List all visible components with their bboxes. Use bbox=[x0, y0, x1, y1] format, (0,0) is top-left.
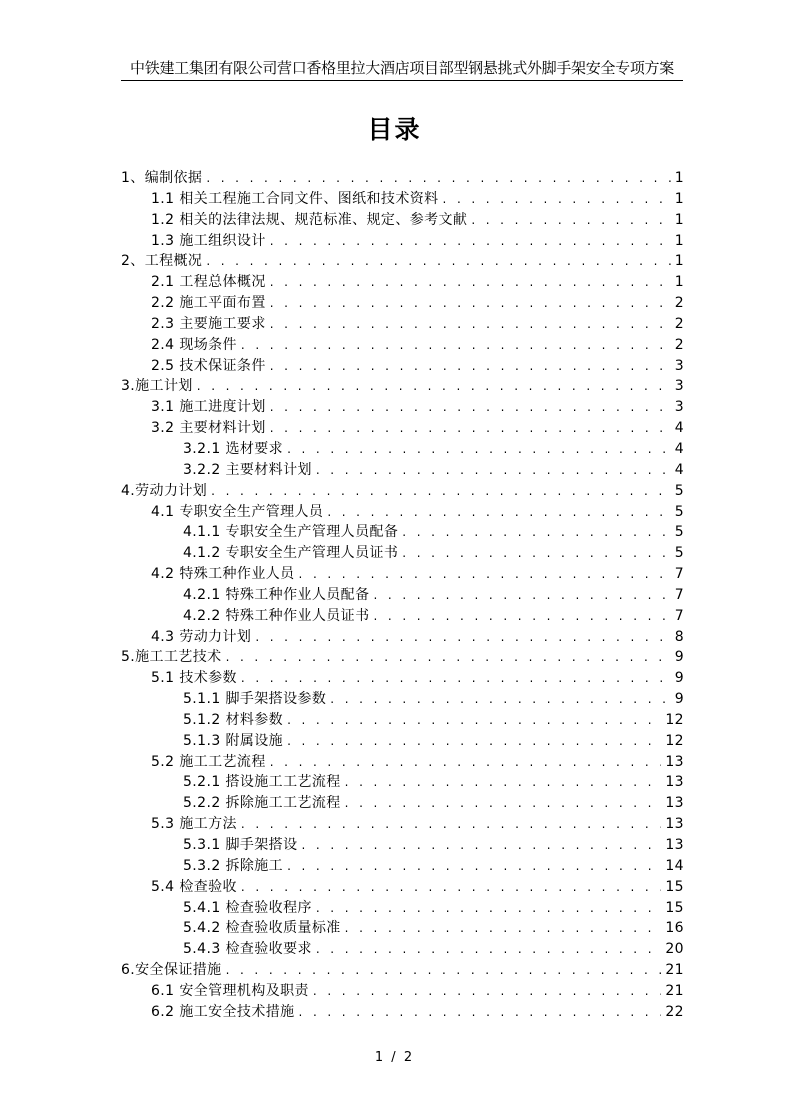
toc-entry[interactable] bbox=[121, 376, 684, 397]
toc-entry-page-number: 7 bbox=[674, 586, 684, 603]
toc-dot-leader bbox=[270, 418, 671, 439]
toc-entry[interactable] bbox=[121, 627, 684, 648]
toc-dot-leader bbox=[206, 251, 670, 272]
toc-entry-page-number: 22 bbox=[665, 1003, 684, 1020]
toc-entry[interactable] bbox=[121, 898, 684, 919]
toc-entry-page-number: 15 bbox=[665, 899, 684, 916]
toc-dot-leader bbox=[373, 585, 670, 606]
toc-dot-leader bbox=[270, 397, 671, 418]
toc-dot-leader bbox=[345, 793, 662, 814]
toc-dot-leader bbox=[373, 606, 670, 627]
toc-dot-leader bbox=[287, 439, 671, 460]
toc-entry-page-number: 13 bbox=[665, 816, 684, 833]
toc-entry[interactable] bbox=[121, 710, 684, 731]
toc-entry[interactable] bbox=[121, 689, 684, 710]
toc-entry-page-number: 9 bbox=[674, 649, 684, 666]
toc-dot-leader bbox=[443, 189, 671, 210]
toc-dot-leader bbox=[241, 814, 661, 835]
toc-entry-page-number: 13 bbox=[665, 774, 684, 791]
toc-dot-leader bbox=[345, 918, 662, 939]
toc-entry[interactable] bbox=[121, 877, 684, 898]
toc-entry[interactable] bbox=[121, 272, 684, 293]
toc-entry[interactable] bbox=[121, 731, 684, 752]
toc-entry-label: 2.1 工程总体概况 bbox=[151, 274, 266, 291]
toc-entry-label: 4.2.2 特殊工种作业人员证书 bbox=[183, 607, 370, 624]
toc-entry[interactable] bbox=[121, 772, 684, 793]
toc-dot-leader bbox=[255, 627, 670, 648]
toc-entry-page-number: 7 bbox=[674, 607, 684, 624]
toc-dot-leader bbox=[330, 689, 670, 710]
toc-entry-page-number: 1 bbox=[674, 190, 684, 207]
toc-entry-page-number: 14 bbox=[665, 857, 684, 874]
toc-entry-page-number: 1 bbox=[674, 211, 684, 228]
toc-entry-page-number: 4 bbox=[674, 420, 684, 437]
toc-dot-leader bbox=[226, 960, 662, 981]
toc-entry-label: 4.1.1 专职安全生产管理人员配备 bbox=[183, 524, 399, 541]
toc-entry-label: 5.3 施工方法 bbox=[151, 816, 237, 833]
toc-entry-label: 1.3 施工组织设计 bbox=[151, 232, 266, 249]
toc-entry[interactable] bbox=[121, 543, 684, 564]
toc-entry-label: 5.3.1 脚手架搭设 bbox=[183, 837, 298, 853]
toc-dot-leader bbox=[471, 210, 670, 231]
toc-entry[interactable] bbox=[121, 231, 684, 252]
toc-entry-page-number: 15 bbox=[665, 878, 684, 895]
toc-dot-leader bbox=[299, 1002, 662, 1023]
toc-entry-page-number: 2 bbox=[674, 336, 684, 353]
toc-dot-leader bbox=[241, 877, 661, 898]
toc-entry-label: 5.4 检查验收 bbox=[151, 878, 237, 895]
toc-entry[interactable] bbox=[121, 210, 684, 231]
toc-dot-leader bbox=[316, 939, 662, 960]
toc-entry-page-number: 4 bbox=[674, 461, 684, 478]
toc-entry-page-number: 2 bbox=[674, 295, 684, 312]
toc-entry[interactable] bbox=[121, 314, 684, 335]
toc-entry-label: 6.1 安全管理机构及职责 bbox=[151, 982, 309, 999]
toc-entry[interactable] bbox=[121, 356, 684, 377]
toc-entry-page-number: 13 bbox=[665, 753, 684, 770]
toc-dot-leader bbox=[270, 356, 671, 377]
toc-entry[interactable] bbox=[121, 189, 684, 210]
toc-entry-label: 5.1.2 材料参数 bbox=[183, 711, 284, 728]
toc-entry-page-number: 21 bbox=[665, 982, 684, 999]
toc-dot-leader bbox=[270, 272, 671, 293]
toc-entry-page-number: 7 bbox=[674, 566, 684, 583]
toc-entry-page-number: 2 bbox=[674, 315, 684, 332]
toc-entry-label: 5.2.1 搭设施工工艺流程 bbox=[183, 774, 341, 791]
toc-entry-label: 3.2.1 选材要求 bbox=[183, 440, 284, 457]
toc-entry[interactable] bbox=[121, 251, 684, 272]
toc-dot-leader bbox=[270, 314, 671, 335]
toc-entry-label: 2.4 现场条件 bbox=[151, 336, 237, 353]
toc-dot-leader bbox=[270, 293, 671, 314]
toc-entry-page-number: 5 bbox=[674, 524, 684, 541]
toc-entry-page-number: 5 bbox=[674, 482, 684, 499]
toc-entry[interactable] bbox=[121, 522, 684, 543]
toc-dot-leader bbox=[270, 231, 671, 252]
page-indicator: 1 / 2 bbox=[374, 1050, 415, 1065]
toc-entry-label: 5.4.3 检查验收要求 bbox=[183, 941, 312, 958]
toc-entry[interactable] bbox=[121, 752, 684, 773]
toc-entry-page-number: 3 bbox=[674, 399, 684, 416]
toc-entry-label: 5.2 施工工艺流程 bbox=[151, 753, 266, 770]
page-title: 目录 bbox=[367, 115, 422, 144]
toc-dot-leader bbox=[313, 981, 661, 1002]
toc-entry-label: 6.安全保证措施 bbox=[121, 962, 222, 979]
toc-entry-page-number: 3 bbox=[674, 357, 684, 374]
toc-entry[interactable] bbox=[121, 814, 684, 835]
toc-entry-page-number: 5 bbox=[674, 545, 684, 562]
toc-entry-label: 5.2.2 拆除施工工艺流程 bbox=[183, 795, 341, 812]
toc-entry-label: 4.2 特殊工种作业人员 bbox=[151, 566, 295, 583]
toc-entry[interactable] bbox=[121, 293, 684, 314]
toc-entry-label: 5.4.2 检查验收质量标准 bbox=[183, 920, 341, 937]
toc-entry[interactable] bbox=[121, 418, 684, 439]
toc-dot-leader bbox=[270, 752, 662, 773]
toc-entry-label: 3.2.2 主要材料计划 bbox=[183, 461, 312, 478]
toc-entry[interactable] bbox=[121, 835, 684, 856]
toc-entry[interactable] bbox=[121, 585, 684, 606]
toc-entry-label: 5.1.3 附属设施 bbox=[183, 732, 284, 749]
toc-entry[interactable] bbox=[121, 168, 684, 189]
toc-entry-label: 2.2 施工平面布置 bbox=[151, 295, 266, 312]
toc-entry-page-number: 12 bbox=[665, 732, 684, 749]
toc-entry-page-number: 1 bbox=[674, 170, 684, 186]
toc-entry[interactable] bbox=[121, 397, 684, 418]
table-of-contents bbox=[121, 168, 684, 1023]
toc-entry-label: 3.1 施工进度计划 bbox=[151, 399, 266, 416]
toc-entry-label: 6.2 施工安全技术措施 bbox=[151, 1003, 295, 1020]
toc-entry[interactable] bbox=[121, 960, 684, 981]
toc-entry-label: 4.1 专职安全生产管理人员 bbox=[151, 503, 324, 520]
toc-entry-page-number: 13 bbox=[665, 837, 684, 853]
toc-entry[interactable] bbox=[121, 460, 684, 481]
toc-entry-label: 4.3 劳动力计划 bbox=[151, 628, 252, 645]
toc-entry-label: 4.劳动力计划 bbox=[121, 482, 208, 499]
toc-dot-leader bbox=[327, 502, 670, 523]
toc-entry[interactable] bbox=[121, 981, 684, 1002]
toc-dot-leader bbox=[287, 731, 661, 752]
toc-entry-page-number: 12 bbox=[665, 711, 684, 728]
toc-entry-page-number: 3 bbox=[674, 378, 684, 395]
toc-dot-leader bbox=[316, 460, 671, 481]
toc-entry-page-number: 21 bbox=[665, 962, 684, 979]
toc-dot-leader bbox=[241, 335, 671, 356]
toc-entry-label: 1.2 相关的法律法规、规范标准、规定、参考文献 bbox=[151, 211, 468, 228]
toc-entry-label: 1.1 相关工程施工合同文件、图纸和技术资料 bbox=[151, 190, 439, 207]
toc-entry-page-number: 9 bbox=[674, 691, 684, 708]
toc-entry-label: 3.2 主要材料计划 bbox=[151, 420, 266, 437]
toc-dot-leader bbox=[241, 668, 671, 689]
toc-entry-page-number: 8 bbox=[674, 628, 684, 645]
toc-dot-leader bbox=[287, 856, 661, 877]
toc-dot-leader bbox=[211, 481, 671, 502]
toc-dot-leader bbox=[197, 376, 671, 397]
toc-entry-page-number: 9 bbox=[674, 670, 684, 687]
toc-entry-label: 2.3 主要施工要求 bbox=[151, 315, 266, 332]
toc-entry-label: 2.5 技术保证条件 bbox=[151, 357, 266, 374]
toc-entry-label: 4.1.2 专职安全生产管理人员证书 bbox=[183, 545, 399, 562]
toc-entry[interactable] bbox=[121, 793, 684, 814]
toc-dot-leader bbox=[402, 543, 670, 564]
page-header: 中铁建工集团有限公司营口香格里拉大酒店项目部型钢悬挑式外脚手架安全专项方案 bbox=[121, 58, 683, 81]
toc-entry-page-number: 1 bbox=[674, 232, 684, 249]
toc-dot-leader bbox=[345, 772, 662, 793]
toc-entry[interactable] bbox=[121, 918, 684, 939]
toc-entry[interactable] bbox=[121, 502, 684, 523]
toc-entry-label: 3.施工计划 bbox=[121, 378, 193, 395]
toc-entry-label: 5.1 技术参数 bbox=[151, 670, 237, 687]
toc-entry-label: 5.1.1 脚手架搭设参数 bbox=[183, 691, 327, 708]
toc-entry-page-number: 1 bbox=[674, 274, 684, 291]
toc-entry-label: 5.3.2 拆除施工 bbox=[183, 857, 284, 874]
toc-entry-label: 4.2.1 特殊工种作业人员配备 bbox=[183, 586, 370, 603]
toc-dot-leader bbox=[287, 710, 661, 731]
toc-entry-page-number: 4 bbox=[674, 440, 684, 457]
toc-entry[interactable] bbox=[121, 668, 684, 689]
toc-entry[interactable] bbox=[121, 647, 684, 668]
toc-entry[interactable] bbox=[121, 564, 684, 585]
toc-entry[interactable] bbox=[121, 481, 684, 502]
toc-entry-label: 1、编制依据 bbox=[121, 170, 203, 186]
toc-entry-page-number: 1 bbox=[674, 253, 684, 270]
toc-entry-page-number: 5 bbox=[674, 503, 684, 520]
toc-entry[interactable] bbox=[121, 439, 684, 460]
toc-dot-leader bbox=[299, 564, 671, 585]
toc-dot-leader bbox=[206, 168, 670, 189]
toc-entry[interactable] bbox=[121, 1002, 684, 1023]
toc-entry[interactable] bbox=[121, 939, 684, 960]
toc-dot-leader bbox=[316, 898, 662, 919]
toc-entry[interactable] bbox=[121, 606, 684, 627]
toc-dot-leader bbox=[226, 647, 671, 668]
toc-entry-label: 5.施工工艺技术 bbox=[121, 649, 222, 666]
toc-dot-leader bbox=[301, 835, 661, 856]
toc-entry-page-number: 13 bbox=[665, 795, 684, 812]
toc-entry[interactable] bbox=[121, 335, 684, 356]
toc-dot-leader bbox=[402, 522, 670, 543]
toc-entry-label: 5.4.1 检查验收程序 bbox=[183, 899, 312, 916]
toc-entry-label: 2、工程概况 bbox=[121, 253, 203, 270]
toc-entry-page-number: 20 bbox=[665, 941, 684, 958]
toc-entry[interactable] bbox=[121, 856, 684, 877]
toc-entry-page-number: 16 bbox=[665, 920, 684, 937]
